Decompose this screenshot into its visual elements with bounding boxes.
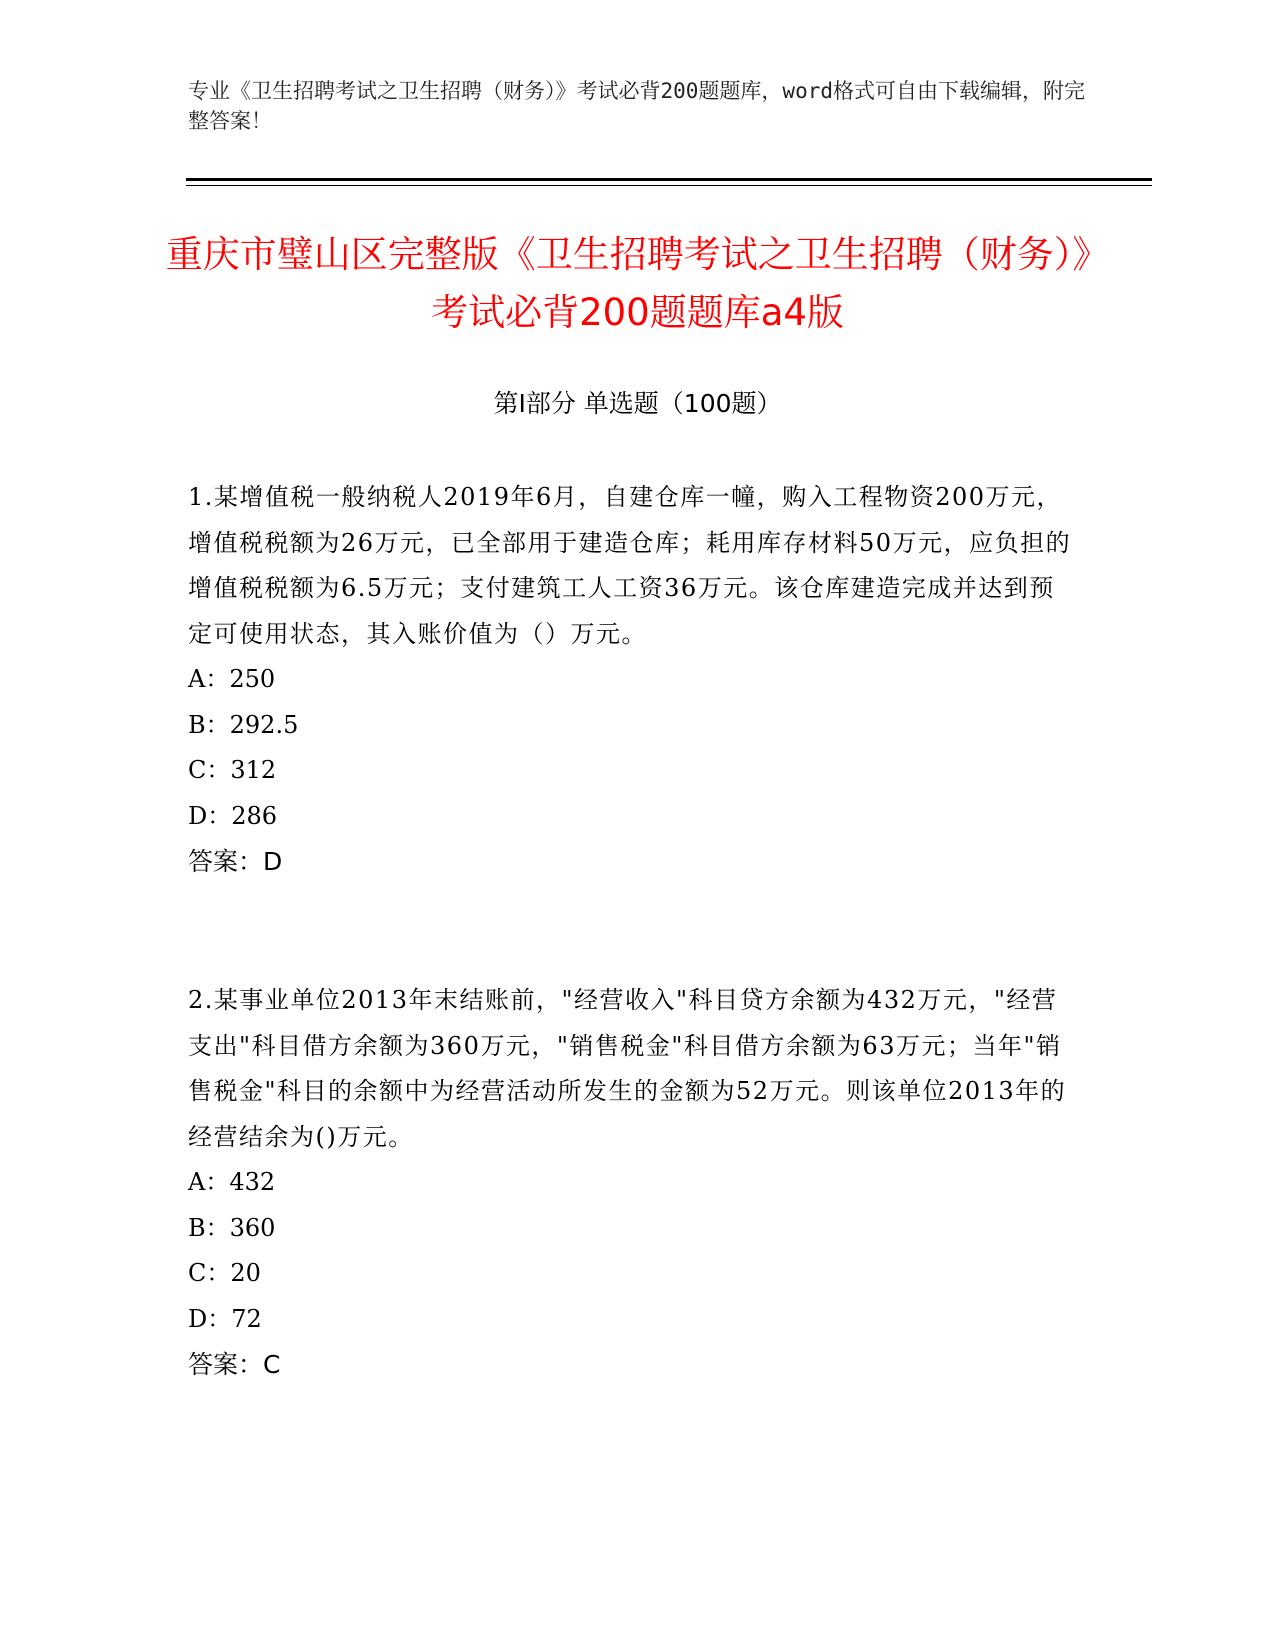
header-divider: [186, 178, 1152, 181]
answer: 答案：C: [188, 1350, 281, 1379]
option-d: D：72: [188, 1304, 262, 1333]
option-a: A：432: [188, 1168, 276, 1196]
option-c: C：312: [188, 756, 277, 784]
option-a: A：250: [188, 665, 276, 693]
question-stem: 2.某事业单位2013年末结账前，"经营收入"科目贷方余额为432万元，"经营支出"科目借方余额为360万元，"销售税金"科目借方余额为63万元；当年"销售税金"科目的余额中为经营活动所发生的金额为52万元。则该单位2013年的经营结余为()万元。: [188, 986, 1067, 1151]
option-b: B：360: [188, 1213, 276, 1242]
section-heading: 第Ⅰ部分 单选题（100题）: [493, 389, 782, 418]
header-note: 专业《卫生招聘考试之卫生招聘（财务）》考试必背200题题库，word格式可自由下载编辑，附完整答案！: [188, 79, 1085, 133]
option-b: B：292.5: [188, 710, 299, 739]
option-d: D：286: [188, 801, 278, 830]
document-title: 重庆市璧山区完整版《卫生招聘考试之卫生招聘（财务）》考试必背200题题库a4版: [165, 233, 1110, 334]
question-2: [188, 978, 1078, 1388]
answer: 答案：D: [188, 847, 283, 876]
question-stem: 1.某增值税一般纳税人2019年6月，自建仓库一幢，购入工程物资200万元，增值税税额为26万元，已全部用于建造仓库；耗用库存材料50万元，应负担的增值税税额为6.5万元；支付建筑工人工资36万元。该仓库建造完成并达到预定可使用状态，其入账价值为（）万元。: [188, 483, 1072, 648]
question-1: [188, 475, 1078, 885]
header-divider-thin: [186, 185, 1152, 186]
option-c: C：20: [188, 1259, 261, 1287]
